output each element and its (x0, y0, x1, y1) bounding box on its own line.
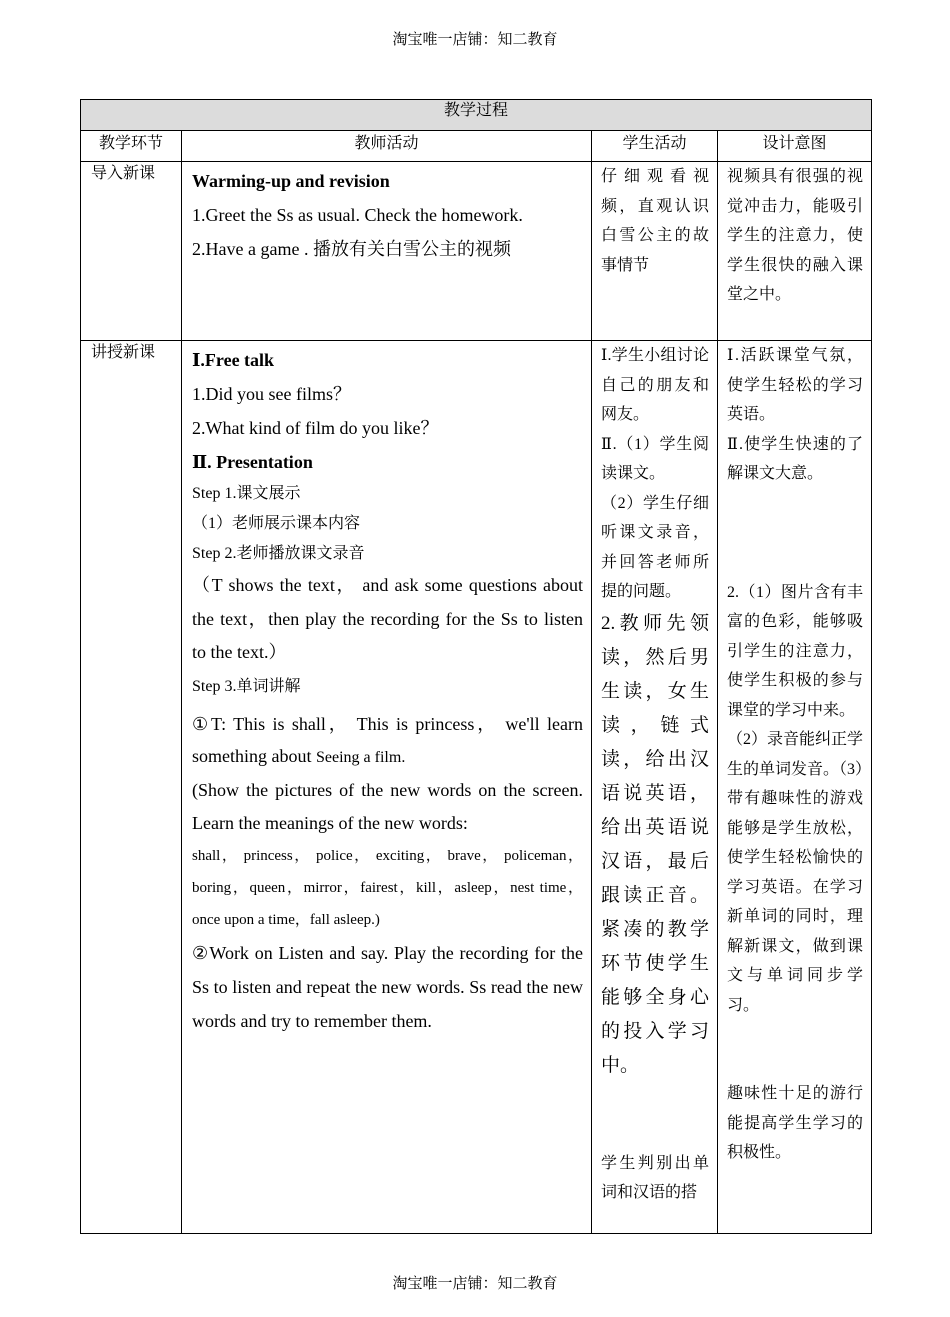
intent-note: 趣味性十足的游行能提高学生学习的积极性。 (727, 1085, 864, 1161)
intent-cell (718, 341, 872, 1234)
step-line: Step 1.课文展示 (192, 485, 301, 502)
student-cell: 仔细观看视频，直观认识白雪公主的故事情节 (592, 162, 718, 341)
step-line: Step 3.单词讲解 (192, 677, 301, 695)
column-header-intent: 设计意图 (718, 131, 872, 162)
intent-note: Ⅰ.活跃课堂气氛，使学生轻松的学习英语。 (727, 347, 864, 423)
student-note: 学生判别出单词和汉语的搭 (601, 1154, 709, 1201)
section-heading: Ⅰ.Free talk (192, 350, 275, 370)
table-title: 教学过程 (81, 100, 872, 131)
student-note: Ⅱ.（1）学生阅读课文。 (601, 435, 709, 482)
stage-cell: 讲授新课 (81, 341, 182, 1234)
column-header-stage: 教学环节 (81, 131, 182, 162)
table-row (81, 341, 872, 1234)
teacher-line: 2.Have a game . 播放有关白雪公主的视频 (192, 239, 511, 259)
step-line: Step 2.老师播放课文录音 (192, 545, 365, 562)
teacher-line: 1.Did you see films？ (192, 384, 351, 404)
intent-cell: 视频具有很强的视觉冲击力，能吸引学生的注意力，使学生很快的融入课堂之中。 (718, 162, 872, 341)
step-paragraph: ②Work on Listen and say. Play the recording for the Ss to listen and repeat the new words. Ss read the new words and try to remember them. (192, 942, 583, 1031)
intent-note: Ⅱ.使学生快速的了解课文大意。 (727, 435, 864, 482)
table-row (81, 162, 872, 341)
stage-cell: 导入新课 (81, 162, 182, 341)
step-paragraph: （T shows the text， and ask some questions about the text，then play the recording for the Ss to listen to the text.） (192, 575, 583, 662)
intent-note: （2）录音能纠正学生的单词发音。（3）带有趣味性的游戏能够是学生放松，使学生轻松愉快的学习英语。在学习新单词的同时，理解新课文，做到课文与单词同步学习。 (727, 731, 864, 1014)
student-note: 2.教师先领读，然后男生读，女生读，链式读，给出汉语说英语，给出英语说汉语，最后跟读正音。紧凑的教学环节使学生能够全身心的投入学习中。 (601, 612, 709, 1076)
teacher-line: 2.What kind of film do you like？ (192, 418, 439, 438)
step-paragraph: ①T: This is shall， This is princess， we'll learn something about Seeing a film. (192, 713, 583, 766)
column-header-student: 学生活动 (592, 131, 718, 162)
section-heading: Warming-up and revision (192, 171, 390, 191)
teacher-line: 1.Greet the Ss as usual. Check the homework. (192, 205, 523, 225)
page-header: 淘宝唯一店铺：知二教育 (392, 32, 558, 48)
column-header-teacher: 教师活动 (182, 131, 592, 162)
teacher-cell (182, 341, 592, 1234)
step-line: （1）老师展示课本内容 (192, 515, 361, 532)
lesson-process-table (80, 99, 872, 1234)
page-footer: 淘宝唯一店铺：知二教育 (392, 1276, 558, 1292)
student-cell (592, 341, 718, 1234)
student-note: （2）学生仔细听课文录音，并回答老师所提的问题。 (601, 494, 709, 600)
step-paragraph: (Show the pictures of the new words on the screen. Learn the meanings of the new words: (192, 779, 583, 833)
intent-note: 2.（1）图片含有丰富的色彩，能够吸引学生的注意力，使学生积极的参与课堂的学习中来。 (727, 583, 864, 719)
word-list: shall， princess， police， exciting， brave， policeman，boring，queen，mirror，fairest，kill，asleep，nest time，once upon a time，fall asleep.) (192, 847, 583, 928)
teacher-cell (182, 162, 592, 341)
student-note: Ⅰ.学生小组讨论自己的朋友和网友。 (601, 347, 709, 423)
section-heading: Ⅱ. Presentation (192, 452, 313, 472)
